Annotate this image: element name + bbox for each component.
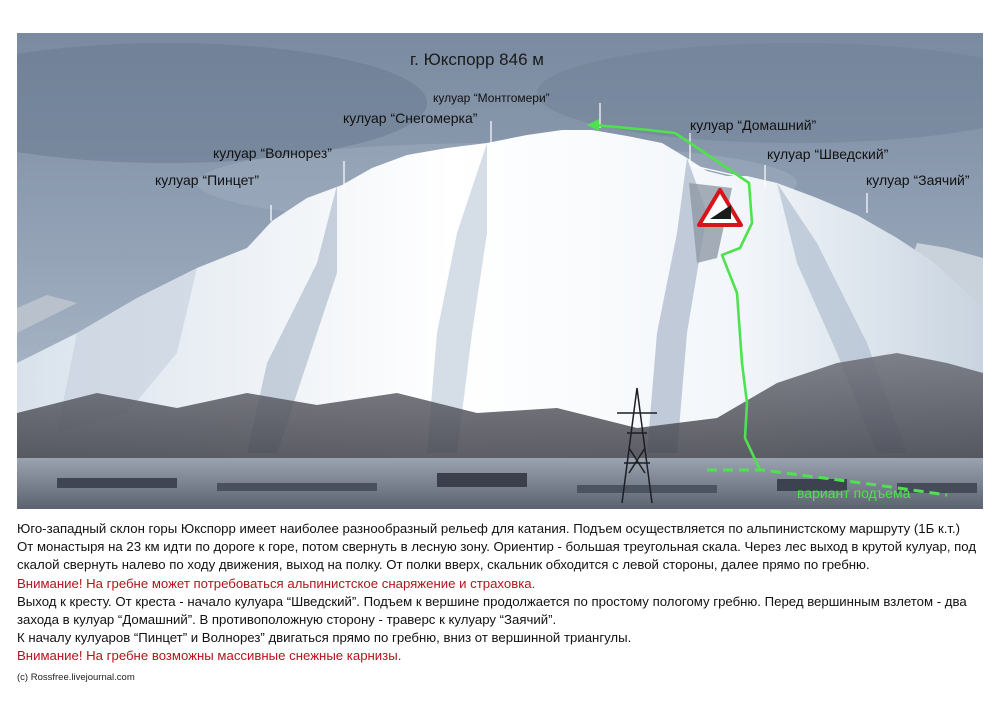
route-description	[17, 520, 983, 666]
desc-warning-2: Внимание! На гребне возможны массивные снежные карнизы.	[17, 648, 402, 664]
desc-line-2: От монастыря на 23 км идти по дороге к горе, потом свернуть в лесную зону. Ориентир - большая треугольная скала. Через лес выход в крутой кулуар, под скалой свернуть налево по ходу движения, выход на полку. От полки вверх, скальник обходится с левой стороны, далее прямо по гребню.	[17, 539, 977, 573]
label-domashny: кулуар “Домашний”	[690, 117, 817, 133]
route-label: вариант подъема	[797, 485, 911, 501]
desc-line-3: Выход к кресту. От креста - начало кулуара “Шведский”. Подъем к вершине продолжается по простому пологому гребню. Перед вершинным взлетом - два захода в кулуар “Домашний”. В противоположную сторону - траверс к кулуару “Заячий”.	[17, 593, 967, 628]
label-shvedsky: кулуар “Шведский”	[767, 146, 889, 162]
credit: (c) Rossfree.livejournal.com	[17, 672, 135, 683]
label-pintset: кулуар “Пинцет”	[155, 172, 259, 188]
label-volnorez: кулуар “Волнорез”	[213, 145, 332, 161]
mountain-title: г. Юкспорр 846 м	[410, 50, 544, 69]
desc-line-1: Юго-западный склон горы Юкспорр имеет наиболее разнообразный рельеф для катания. Подъем осуществляется по альпинистскому маршруту (1Б к.т.)	[17, 521, 961, 536]
desc-warning-1: Внимание! На гребне может потребоваться альпинистское снаряжение и страховка.	[17, 575, 536, 591]
desc-line-4: К началу кулуаров “Пинцет” и Волнорез” двигаться прямо по гребню, вниз от вершинной триангулы.	[17, 630, 632, 646]
label-montgomery: кулуар “Монтгомери”	[433, 91, 550, 105]
label-zayachy: кулуар “Заячий”	[866, 172, 970, 188]
label-snegomerka: кулуар “Снегомерка”	[343, 110, 478, 126]
